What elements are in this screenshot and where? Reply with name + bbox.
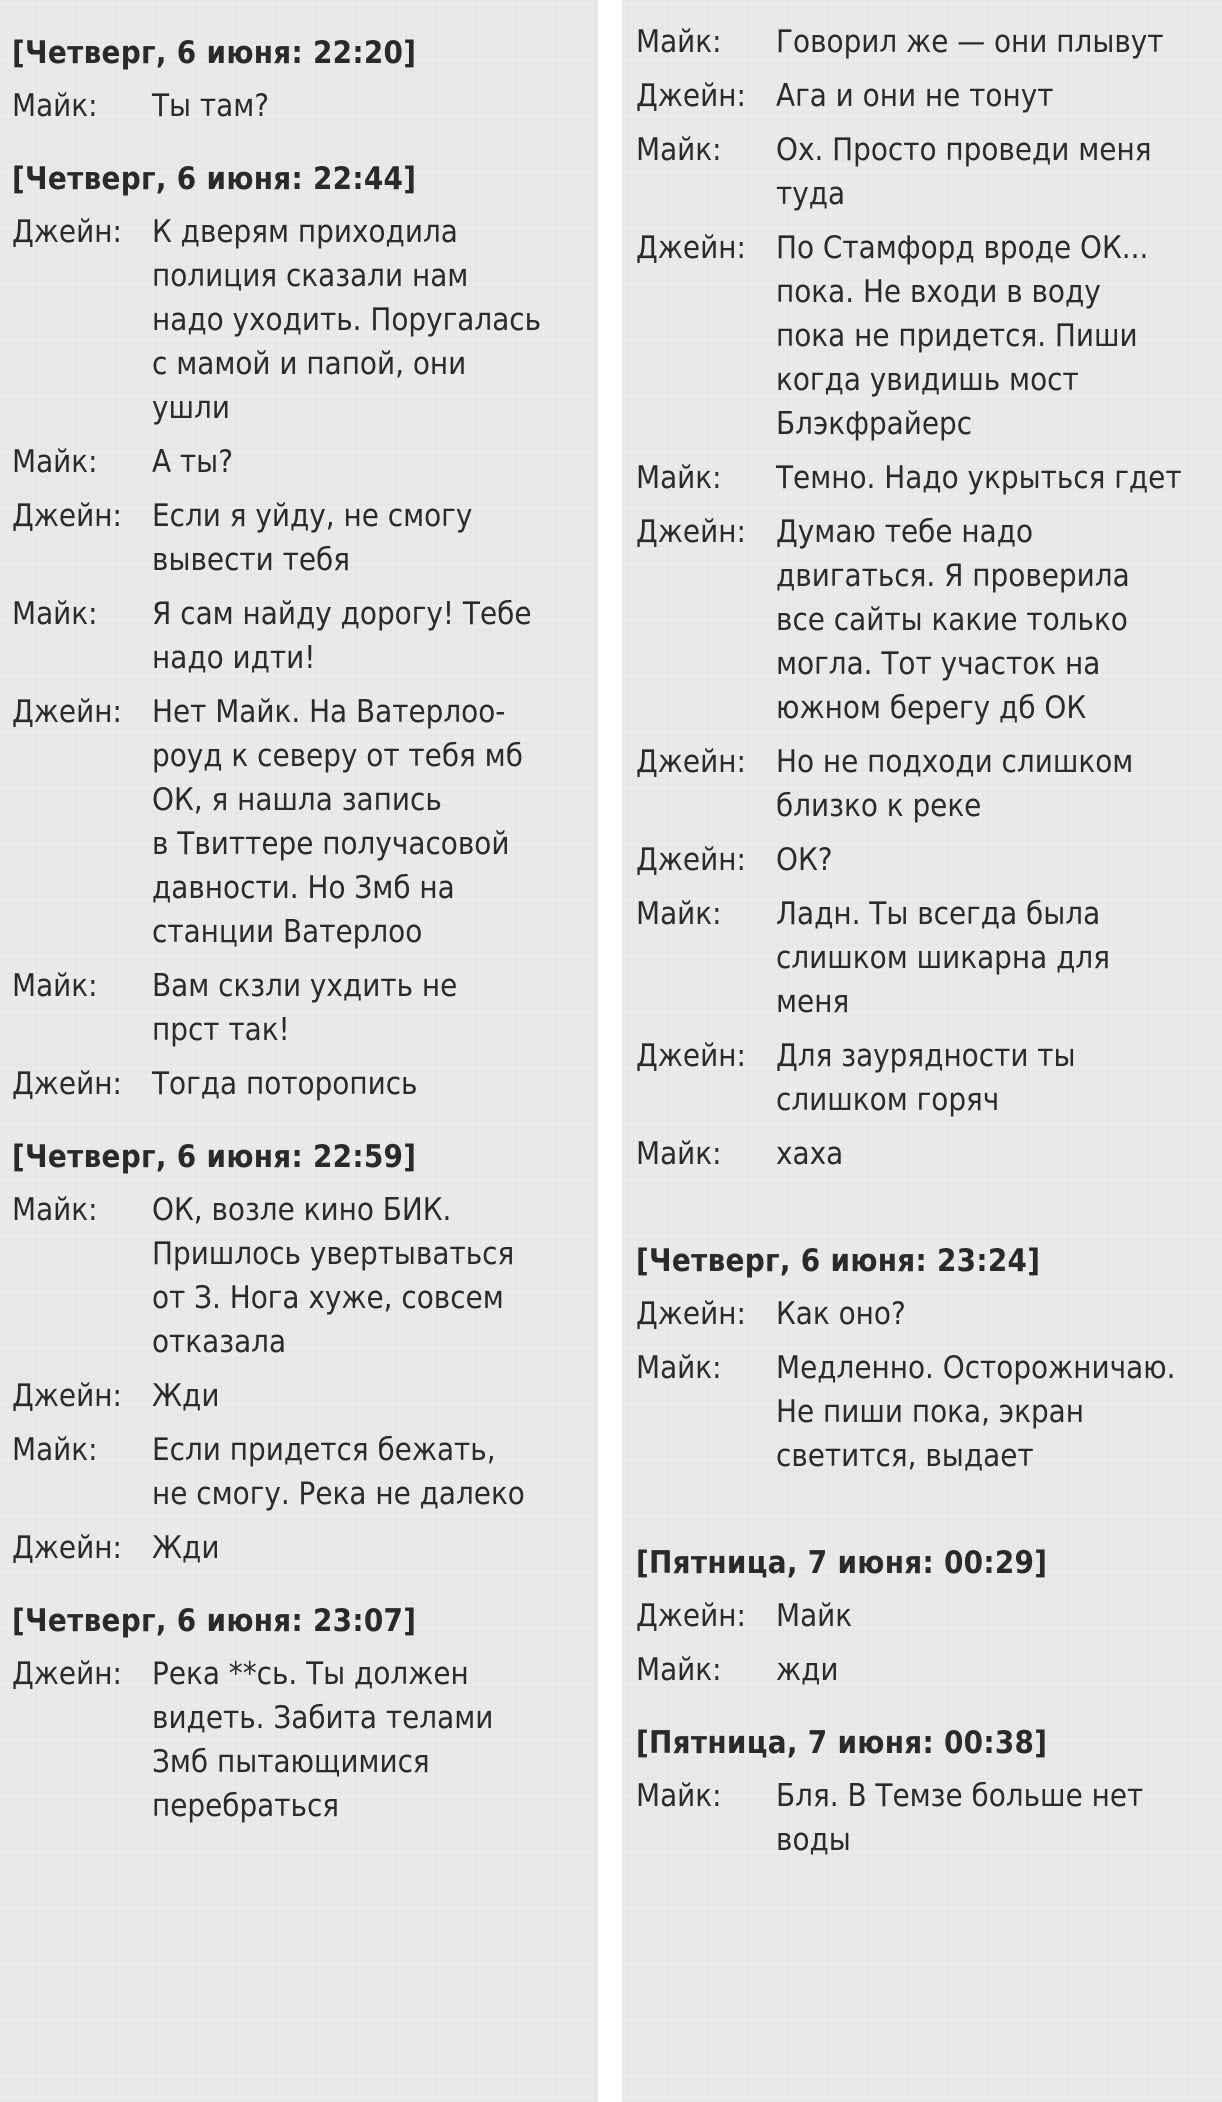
message-line: ушли xyxy=(152,390,230,426)
message-line: ОК, я нашла запись xyxy=(152,782,442,818)
speaker-name: Джейн: xyxy=(636,78,746,114)
chat-block xyxy=(636,1712,1222,1862)
message-row xyxy=(636,1594,1222,1638)
message-text xyxy=(776,510,1222,730)
message-row xyxy=(636,838,1222,882)
speaker-name: Майк: xyxy=(636,1652,722,1688)
message-line: Как оно? xyxy=(776,1296,906,1332)
right-column xyxy=(622,0,1222,2102)
message-text xyxy=(152,1374,598,1418)
message-line: от З. Нога хуже, совсем xyxy=(152,1280,504,1316)
speaker-name: Джейн: xyxy=(12,1378,122,1414)
message-text xyxy=(152,1188,598,1364)
message-line: видеть. Забита телами xyxy=(152,1700,494,1736)
message-row xyxy=(636,456,1222,500)
chat-block xyxy=(636,1230,1222,1478)
message-text xyxy=(776,1648,1222,1692)
message-text xyxy=(152,84,598,128)
message-text xyxy=(152,440,598,484)
message-row xyxy=(12,1188,598,1364)
message-line: Ладн. Ты всегда была xyxy=(776,896,1101,932)
message-line: Если придется бежать, xyxy=(152,1432,496,1468)
speaker-name: Майк: xyxy=(636,460,722,496)
message-line: А ты? xyxy=(152,444,233,480)
message-text xyxy=(776,740,1222,828)
message-line: полиция сказали нам xyxy=(152,258,469,294)
message-line: ОК, возле кино БИК. xyxy=(152,1192,452,1228)
message-line: Думаю тебе надо xyxy=(776,514,1034,550)
message-line: не смогу. Река не далеко xyxy=(152,1476,525,1512)
message-text xyxy=(152,690,598,954)
message-text xyxy=(152,210,598,430)
message-line: Вам скзли ухдить не xyxy=(152,968,458,1004)
left-column-content xyxy=(12,22,598,1848)
message-line: Не пиши пока, экран xyxy=(776,1394,1084,1430)
message-row xyxy=(12,592,598,680)
message-line: Но не подходи слишком xyxy=(776,744,1134,780)
speaker-name: Майк: xyxy=(12,88,98,124)
message-text xyxy=(776,1034,1222,1122)
message-text xyxy=(776,838,1222,882)
timestamp-header: [Четверг, 6 июня: 22:20] xyxy=(12,35,417,71)
message-text xyxy=(776,20,1222,64)
speaker-name: Джейн: xyxy=(12,214,122,250)
message-line: надо идти! xyxy=(152,640,316,676)
message-line: пока не придется. Пиши xyxy=(776,318,1138,354)
speaker-name: Джейн: xyxy=(636,1296,746,1332)
timestamp-header: [Пятница, 7 июня: 00:29] xyxy=(636,1545,1048,1581)
message-row xyxy=(636,74,1222,118)
message-line: воды xyxy=(776,1822,851,1858)
message-row xyxy=(12,84,598,128)
message-line: По Стамфорд вроде ОК... xyxy=(776,230,1149,266)
message-text xyxy=(776,74,1222,118)
timestamp-header: [Четверг, 6 июня: 23:24] xyxy=(636,1243,1041,1279)
speaker-name: Майк: xyxy=(636,24,722,60)
message-text xyxy=(776,1774,1222,1862)
message-text xyxy=(152,1652,598,1828)
chat-block xyxy=(12,22,598,128)
message-text xyxy=(776,456,1222,500)
message-row xyxy=(12,690,598,954)
message-row xyxy=(636,1648,1222,1692)
message-line: Если я уйду, не смогу xyxy=(152,498,473,534)
message-row xyxy=(636,226,1222,446)
message-line: Темно. Надо укрыться гдет xyxy=(776,460,1182,496)
speaker-name: Майк: xyxy=(12,968,98,1004)
speaker-name: Джейн: xyxy=(636,230,746,266)
message-text xyxy=(152,592,598,680)
message-row xyxy=(636,128,1222,216)
message-line: отказала xyxy=(152,1324,287,1360)
message-row xyxy=(12,210,598,430)
message-line: роуд к северу от тебя мб xyxy=(152,738,523,774)
chat-block xyxy=(12,148,598,1106)
message-line: перебраться xyxy=(152,1788,340,1824)
message-row xyxy=(636,510,1222,730)
speaker-name: Майк: xyxy=(12,596,98,632)
message-line: прст так! xyxy=(152,1012,290,1048)
message-line: все сайты какие только xyxy=(776,602,1128,638)
message-row xyxy=(12,1526,598,1570)
message-row xyxy=(12,494,598,582)
speaker-name: Джейн: xyxy=(636,842,746,878)
speaker-name: Джейн: xyxy=(12,694,122,730)
message-line: хаха xyxy=(776,1136,844,1172)
message-line: южном берегу дб ОК xyxy=(776,690,1087,726)
message-line: станции Ватерлоо xyxy=(152,914,423,950)
message-line: надо уходить. Поругалась xyxy=(152,302,542,338)
message-row xyxy=(636,740,1222,828)
timestamp-header: [Четверг, 6 июня: 22:59] xyxy=(12,1139,417,1175)
message-line: Говорил же — они плывут xyxy=(776,24,1164,60)
message-line: Жди xyxy=(152,1530,220,1566)
message-line: в Твиттере получасовой xyxy=(152,826,510,862)
message-line: Ох. Просто проведи меня xyxy=(776,132,1152,168)
message-row xyxy=(12,964,598,1052)
speaker-name: Майк: xyxy=(636,896,722,932)
message-text xyxy=(776,892,1222,1024)
message-line: когда увидишь мост xyxy=(776,362,1079,398)
speaker-name: Джейн: xyxy=(636,514,746,550)
message-text xyxy=(776,226,1222,446)
message-text xyxy=(776,1594,1222,1638)
speaker-name: Джейн: xyxy=(12,498,122,534)
speaker-name: Майк: xyxy=(12,1192,98,1228)
message-line: пока. Не входи в воду xyxy=(776,274,1101,310)
speaker-name: Майк: xyxy=(12,444,98,480)
left-column xyxy=(0,0,598,2102)
speaker-name: Джейн: xyxy=(12,1656,122,1692)
message-line: Жди xyxy=(152,1378,220,1414)
message-line: Майк xyxy=(776,1598,853,1634)
message-row xyxy=(636,1346,1222,1478)
chat-block xyxy=(12,1590,598,1828)
message-text xyxy=(152,1526,598,1570)
chat-block xyxy=(636,20,1222,1176)
message-row xyxy=(636,1774,1222,1862)
message-text xyxy=(152,1428,598,1516)
message-line: жди xyxy=(776,1652,839,1688)
message-text xyxy=(152,964,598,1052)
chat-block xyxy=(12,1126,598,1570)
message-row xyxy=(12,440,598,484)
speaker-name: Майк: xyxy=(636,132,722,168)
message-row xyxy=(12,1062,598,1106)
message-line: ОК? xyxy=(776,842,833,878)
message-text xyxy=(152,494,598,582)
message-line: Река **сь. Ты должен xyxy=(152,1656,469,1692)
timestamp-header: [Пятница, 7 июня: 00:38] xyxy=(636,1725,1048,1761)
speaker-name: Джейн: xyxy=(636,1038,746,1074)
speaker-name: Майк: xyxy=(636,1778,722,1814)
message-row xyxy=(12,1652,598,1828)
message-row xyxy=(636,892,1222,1024)
speaker-name: Майк: xyxy=(636,1350,722,1386)
message-line: Нет Майк. На Ватерлоо- xyxy=(152,694,506,730)
chat-block xyxy=(636,1532,1222,1692)
message-line: Ага и они не тонут xyxy=(776,78,1054,114)
message-row xyxy=(12,1374,598,1418)
speaker-name: Джейн: xyxy=(636,744,746,780)
message-line: Змб пытающимися xyxy=(152,1744,430,1780)
message-line: с мамой и папой, они xyxy=(152,346,467,382)
message-row xyxy=(12,1428,598,1516)
speaker-name: Майк: xyxy=(636,1136,722,1172)
message-line: слишком шикарна для xyxy=(776,940,1110,976)
message-row xyxy=(636,1034,1222,1122)
message-line: Тогда поторопись xyxy=(152,1066,418,1102)
message-line: туда xyxy=(776,176,846,212)
message-line: Ты там? xyxy=(152,88,270,124)
message-row xyxy=(636,1132,1222,1176)
message-row xyxy=(636,1292,1222,1336)
timestamp-header: [Четверг, 6 июня: 22:44] xyxy=(12,161,417,197)
message-line: Медленно. Осторожничаю. xyxy=(776,1350,1176,1386)
timestamp-header: [Четверг, 6 июня: 23:07] xyxy=(12,1603,417,1639)
message-line: Блэкфрайерс xyxy=(776,406,973,442)
right-column-content xyxy=(636,20,1222,1882)
message-line: Я сам найду дорогу! Тебе xyxy=(152,596,532,632)
speaker-name: Джейн: xyxy=(12,1066,122,1102)
message-line: близко к реке xyxy=(776,788,982,824)
message-line: Бля. В Темзе больше нет xyxy=(776,1778,1144,1814)
message-line: Для заурядности ты xyxy=(776,1038,1076,1074)
speaker-name: Джейн: xyxy=(636,1598,746,1634)
message-text xyxy=(776,1132,1222,1176)
message-line: давности. Но Змб на xyxy=(152,870,455,906)
message-line: слишком горяч xyxy=(776,1082,1000,1118)
speaker-name: Джейн: xyxy=(12,1530,122,1566)
message-row xyxy=(636,20,1222,64)
message-line: светится, выдает xyxy=(776,1438,1034,1474)
message-line: двигаться. Я проверила xyxy=(776,558,1130,594)
message-text xyxy=(152,1062,598,1106)
message-line: К дверям приходила xyxy=(152,214,458,250)
message-text xyxy=(776,128,1222,216)
message-line: вывести тебя xyxy=(152,542,350,578)
message-text xyxy=(776,1292,1222,1336)
message-text xyxy=(776,1346,1222,1478)
message-line: могла. Тот участок на xyxy=(776,646,1101,682)
speaker-name: Майк: xyxy=(12,1432,98,1468)
message-line: Пришлось увертываться xyxy=(152,1236,515,1272)
message-line: меня xyxy=(776,984,850,1020)
